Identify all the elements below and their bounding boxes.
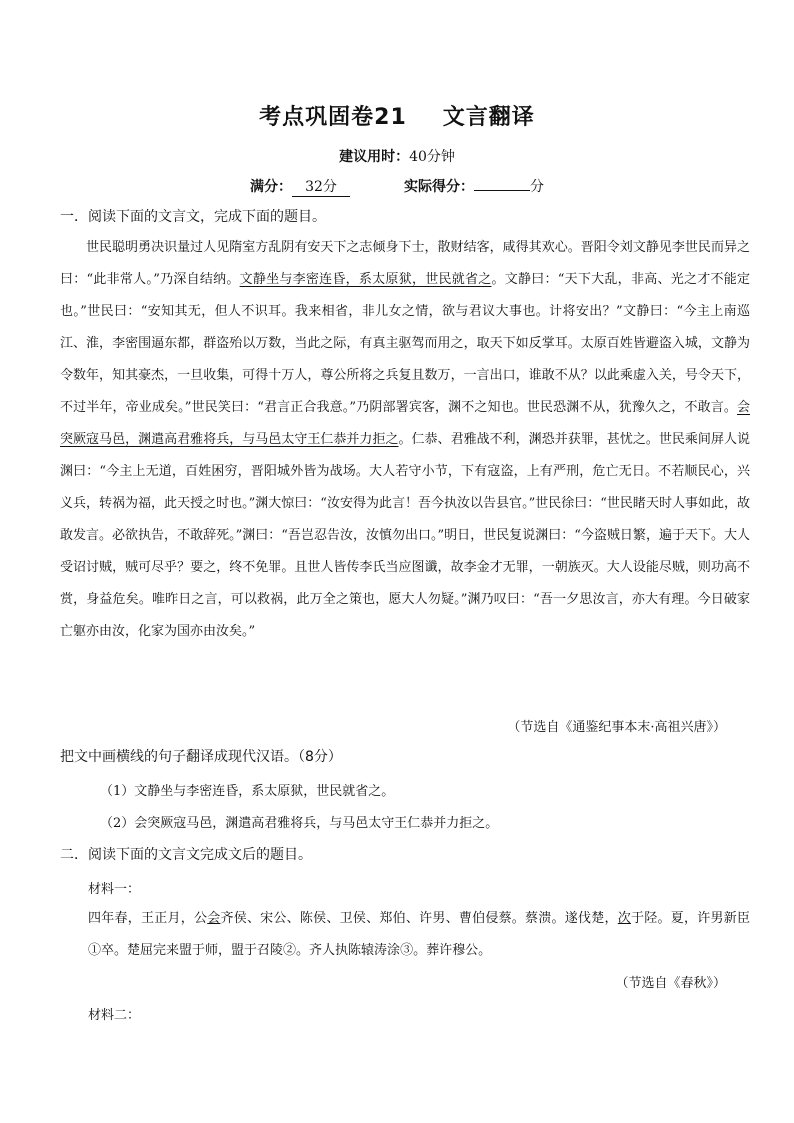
section1-passage	[60, 232, 750, 648]
section1-source: （节选自《通鉴纪事本末·高祖兴唐》）	[507, 720, 726, 735]
score-line	[0, 176, 794, 197]
full-score-label: 满分：	[250, 179, 292, 195]
m1-part-c: 于陉。夏，许男新臣	[631, 911, 750, 926]
actual-score-unit: 分	[530, 179, 544, 195]
material1-text	[88, 903, 750, 967]
suggested-time	[0, 146, 794, 166]
material1-label: 材料一：	[88, 882, 141, 897]
m1-part-e: 。齐人执陈辕涛涂	[296, 943, 401, 958]
section1-question: 把文中画横线的句子翻译成现代汉语。（8分）	[60, 749, 342, 765]
underlined-sentence-2: 会突厥寇马邑，渊遣高君雅将兵，与马邑太守王仁恭并力拒之	[60, 400, 750, 447]
title-left: 考点巩固卷21	[259, 105, 407, 130]
full-score-value: 32分	[292, 176, 350, 197]
material2-label: 材料二：	[88, 1008, 141, 1023]
note-marker-3: ③	[400, 943, 414, 958]
title-right: 文言翻译	[442, 105, 535, 130]
note-marker-2: ②	[283, 943, 297, 958]
question-item-2: （2）会突厥寇马邑，渊遣高君雅将兵，与马邑太守王仁恭并力拒之。	[100, 816, 499, 831]
page-title	[0, 100, 794, 131]
m1-part-a: 四年春，王正月，公	[88, 911, 208, 926]
note-marker-1: ①	[88, 943, 102, 958]
passage-s1: 世民聪明勇决识量过人见隋室方乱阴有安天下之志倾身下士，散财结客，咸得其欢心。晋阳令刘文静见李世民而异之曰：“此非常人。”乃深自结纳。	[60, 240, 750, 287]
underlined-sentence-1: 文静坐与李密连昏，系太原狱，世民就省之	[239, 272, 492, 287]
time-label: 建议用时：	[339, 149, 410, 165]
actual-score-label: 实际得分：	[404, 179, 474, 195]
material1-source: （节选自《春秋》）	[615, 976, 726, 991]
m1-part-f: 。葬许穆公。	[413, 943, 492, 958]
section1-heading: 一．阅读下面的文言文，完成下面的题目。	[60, 209, 326, 225]
m1-part-d: 卒。楚屈完来盟于师，盟于召陵	[101, 943, 284, 958]
question-item-1: （1）文静坐与李密连昏，系太原狱，世民就省之。	[100, 784, 395, 799]
m1-part-b: 齐侯、宋公、陈侯、卫侯、郑伯、许男、曹伯侵蔡。蔡溃。遂伐楚，	[220, 911, 618, 926]
passage-s5: 。仁恭、君雅战不利，渊恐并获罪，甚忧之。世民乘间屏人说渊曰：“今主上无道，百姓困穷，晋阳城外皆为战场。大人若守小节，下有寇盗，上有严刑，危亡无日。不若顺民心，兴义兵，转祸为福，此天授之时也。”渊大惊曰：“汝安得为此言！吾今执汝以告县官。”世民徐曰：“世民睹天时人事如此，故敢发言。必欲执告，不敢辞死。”渊曰：“吾岂忍告汝，汝慎勿出口。”明日，世民复说渊曰：“今盗贼日繁，遍于天下。大人受诏讨贼，贼可尽乎？要之，终不免罪。且世人皆传李氏当应图谶，故李金才无罪，一朝族灭。大人设能尽贼，则功高不赏，身益危矣。唯昨日之言，可以救祸，此万全之策也，愿大人勿疑。”渊乃叹曰：“吾一夕思汝言，亦大有理。今日破家亡躯亦由汝，化家为国亦由汝矣。”	[60, 432, 750, 639]
time-value: 40分钟	[409, 149, 455, 165]
m1-underlined-ci: 次	[617, 911, 632, 926]
section2-heading: 二．阅读下面的文言文完成文后的题目。	[60, 847, 312, 863]
passage-s3: 。文静曰：“天下大乱，非高、光之才不能定也。”世民曰：“安知其无，但人不识耳。我来相省，非儿女之情，欲与君议大事也。计将安出？”文静曰：“今主上南巡江、淮，李密围逼东都，群盗殆以万数，当此之际，有真主驱驾而用之，取天下如反掌耳。太原百姓皆避盗入城，文静为令数年，知其豪杰，一旦收集，可得十万人，尊公所将之兵复且数万，一言出口，谁敢不从？以此乘虚入关，号令天下，不过半年，帝业成矣。”世民笑曰：“君言正合我意。”乃阴部署宾客，渊不之知也。世民恐渊不从，犹豫久之，不敢言。	[60, 272, 750, 415]
m1-underlined-hui: 会	[207, 911, 221, 926]
actual-score-blank[interactable]	[474, 190, 530, 191]
